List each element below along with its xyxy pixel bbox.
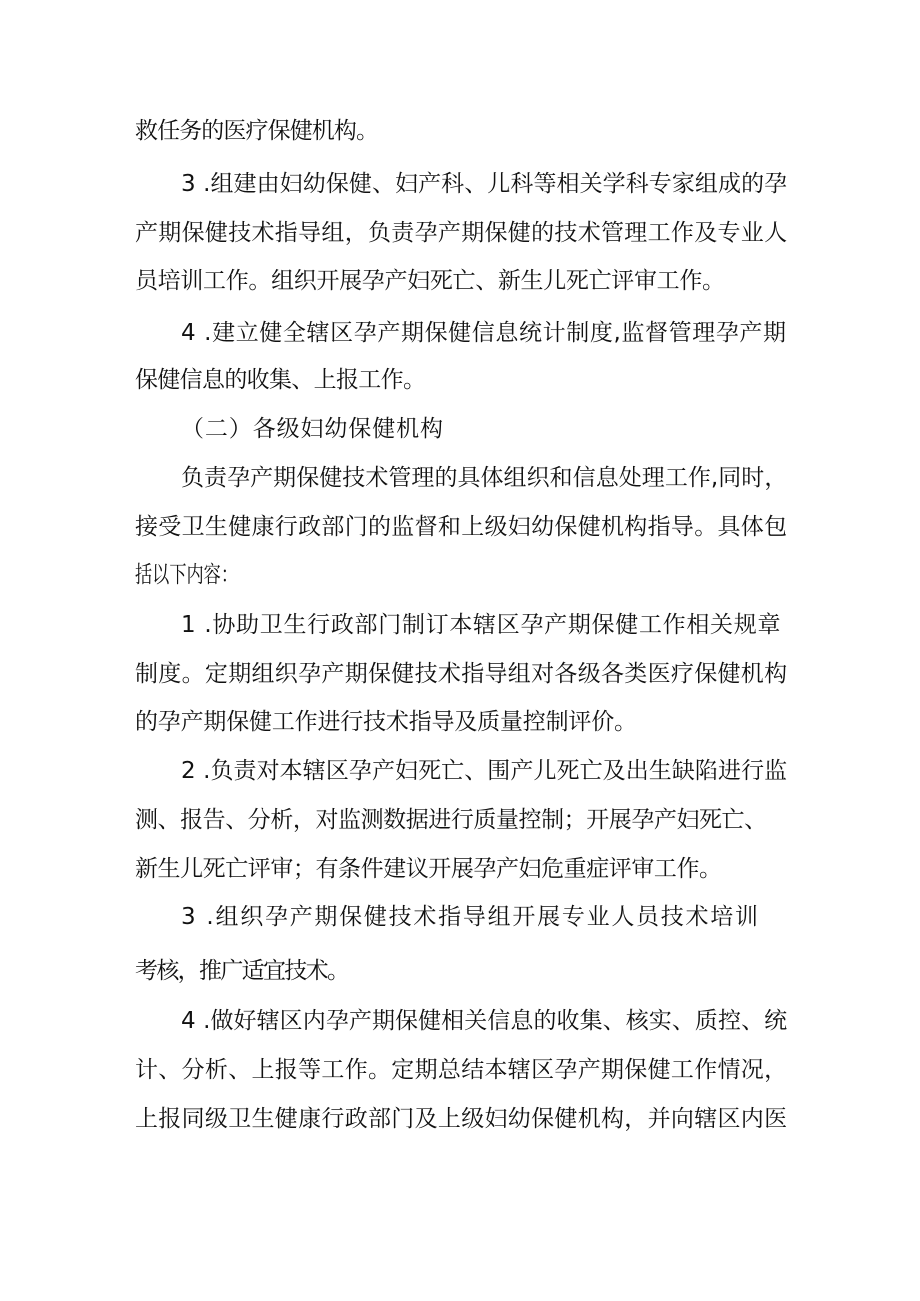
text-line: 3 .组织孕产期保健技术指导组开展专业人员技术培训 <box>181 904 760 930</box>
text-line: 接受卫生健康行政部门的监督和上级妇幼保健机构指导。具体包 <box>135 514 788 540</box>
text-line: 保健信息的收集、上报工作。 <box>135 367 426 393</box>
text-line: 上报同级卫生健康行政部门及上级妇幼保健机构，并向辖区内医 <box>135 1106 788 1132</box>
text-line: 制度。定期组织孕产期保健技术指导组对各级各类医疗保健机构 <box>135 661 788 687</box>
text-line: 的孕产期保健工作进行技术指导及质量控制评价。 <box>135 709 637 735</box>
text-line: 4 .做好辖区内孕产期保健相关信息的收集、核实、质控、统 <box>181 1008 788 1034</box>
text-line: 括以下内容： <box>135 562 239 588</box>
text-line: 产期保健技术指导组，负责孕产期保健的技术管理工作及专业人 <box>135 220 788 246</box>
section-heading: （二）各级妇幼保健机构 <box>181 416 444 442</box>
text-line: 员培训工作。组织开展孕产妇死亡、新生儿死亡评审工作。 <box>135 268 725 294</box>
text-line: 2 .负责对本辖区孕产妇死亡、围产儿死亡及出生缺陷进行监 <box>181 758 788 784</box>
text-line: 计、分析、上报等工作。定期总结本辖区孕产期保健工作情况， <box>135 1057 788 1083</box>
text-line: 测、报告、分析，对监测数据进行质量控制；开展孕产妇死亡、 <box>135 807 767 833</box>
text-line: 4 .建立健全辖区孕产期保健信息统计制度,监督管理孕产期 <box>181 320 787 346</box>
text-line: 3 .组建由妇幼保健、妇产科、儿科等相关学科专家组成的孕 <box>181 171 788 197</box>
text-line: 负责孕产期保健技术管理的具体组织和信息处理工作,同时， <box>181 465 788 491</box>
text-line: 1 .协助卫生行政部门制订本辖区孕产期保健工作相关规章 <box>181 612 782 638</box>
text-line: 考核，推广适宜技术。 <box>135 958 349 984</box>
text-line: 救任务的医疗保健机构。 <box>135 118 379 144</box>
text-line: 新生儿死亡评审；有条件建议开展孕产妇危重症评审工作。 <box>135 856 722 882</box>
